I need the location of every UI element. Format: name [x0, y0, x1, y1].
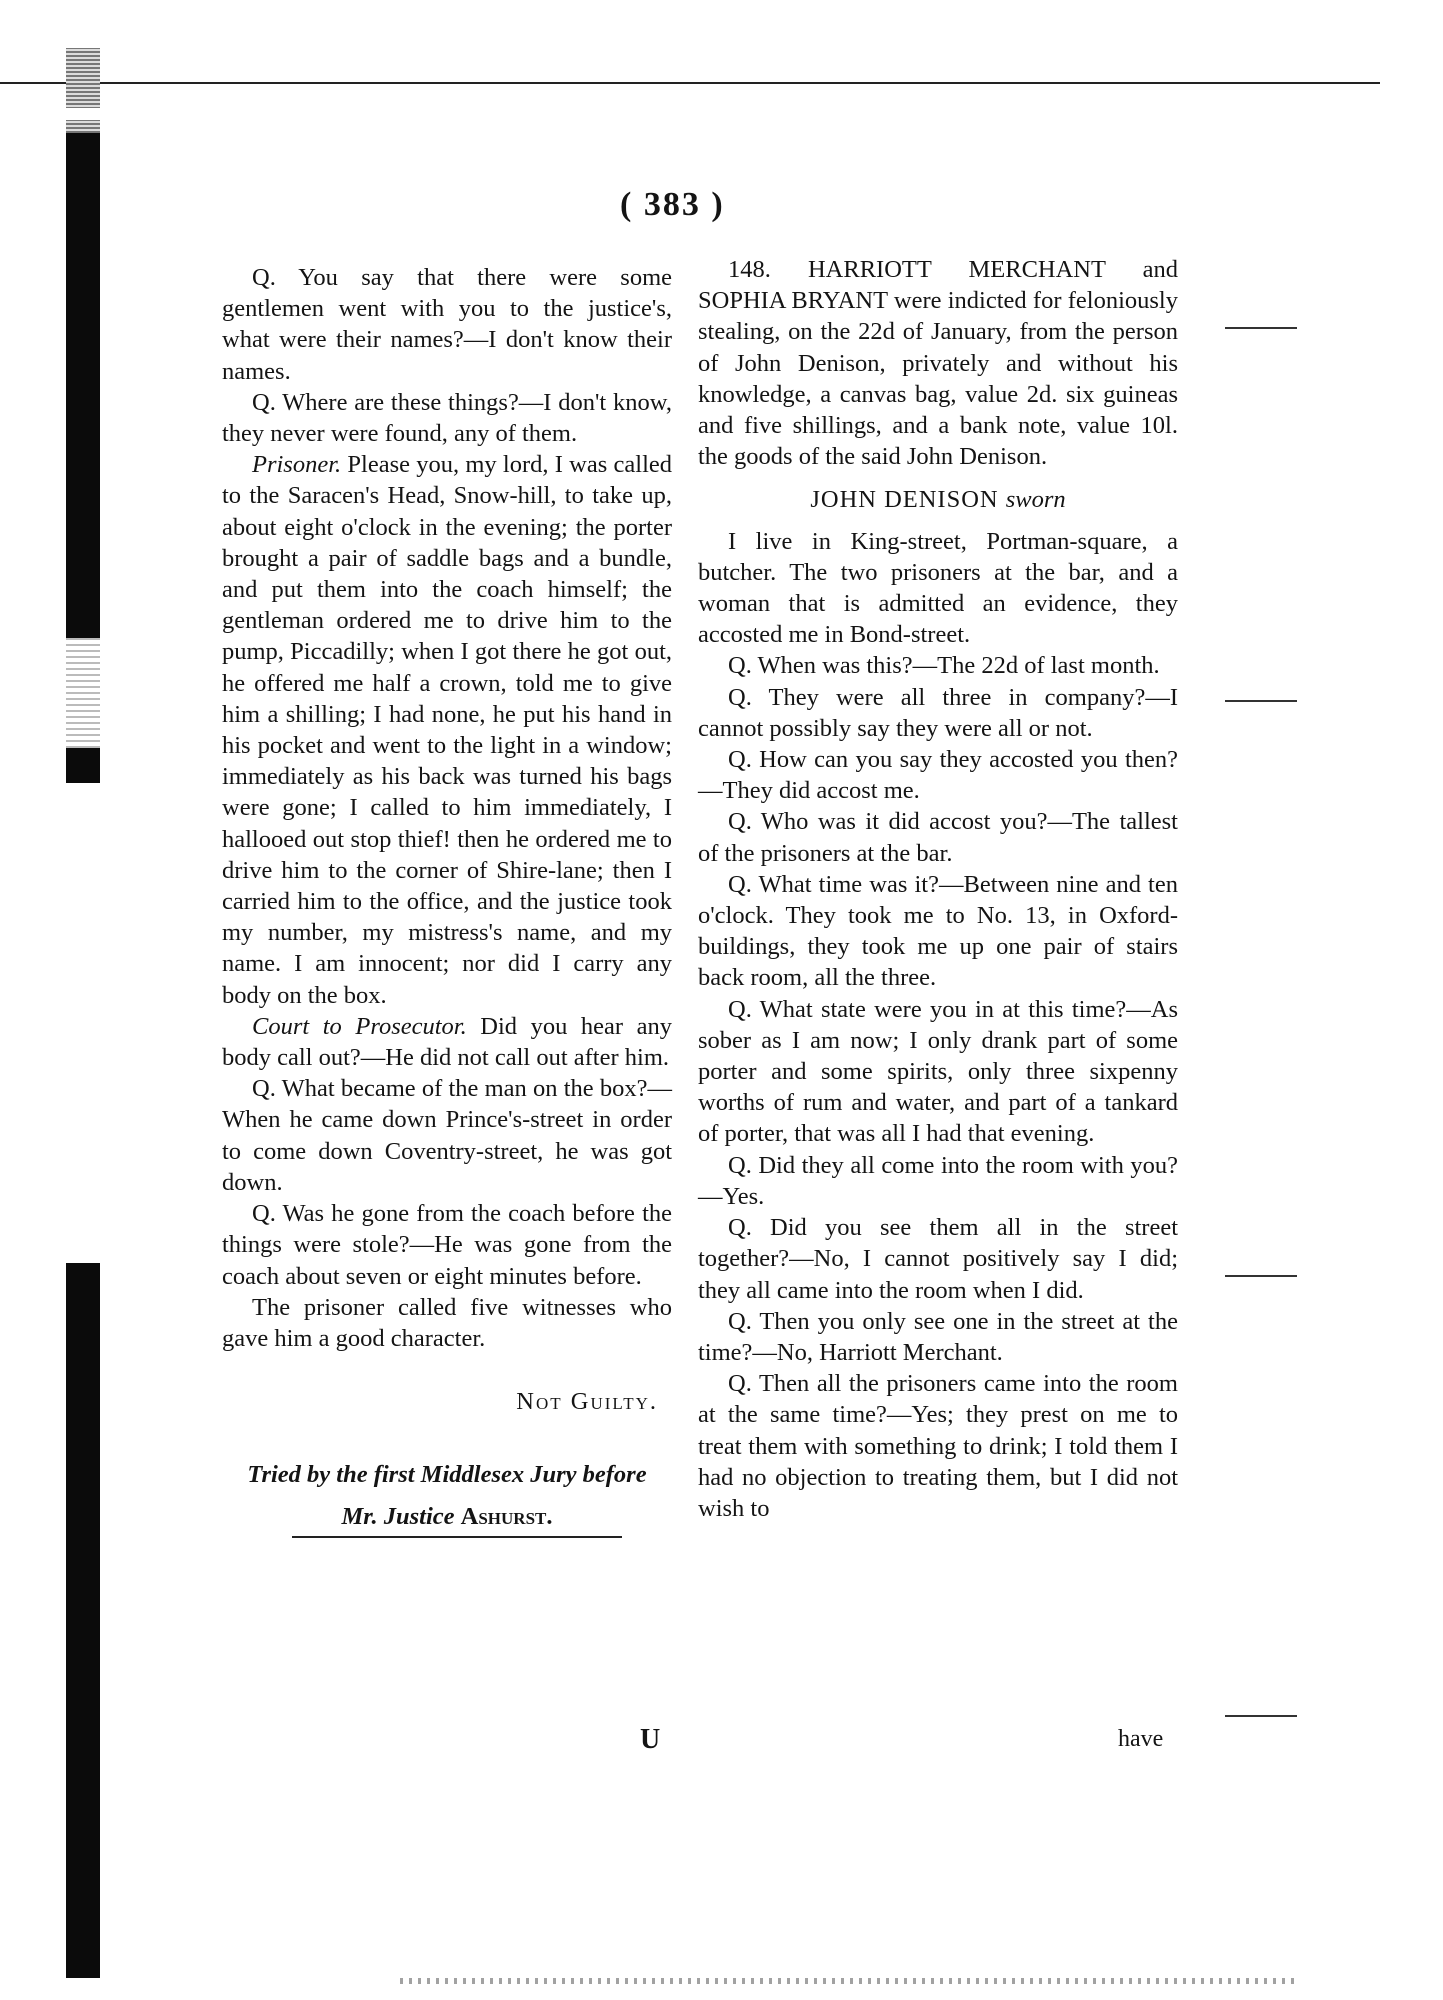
margin-rule — [1225, 1275, 1297, 1277]
jury-judge-line — [222, 1501, 672, 1532]
right-paragraph: Q. When was this?—The 22d of last month. — [728, 652, 1160, 680]
right-paragraph: Q. How can you say they accosted you then?—They did accost me. — [698, 746, 1178, 805]
margin-rule — [1225, 327, 1297, 329]
right-paragraph: Q. What time was it?—Between nine and ten o'clock. They took me to No. 13, in Oxford-buildings, they took me up one pair of stairs back room, all the three. — [698, 870, 1178, 992]
right-paragraph: Q. They were all three in company?—I cannot possibly say they were all or not. — [698, 683, 1178, 742]
left-column — [222, 262, 672, 1532]
left-paragraph: Q. Where are these things?—I don't know, they never were found, any of them. — [222, 388, 672, 448]
judge-name: Ashurst. — [460, 1502, 553, 1530]
left-paragraph: The prisoner called five witnesses who gave him a good character. — [222, 1293, 672, 1352]
paragraph-text: Please you, my lord, I was called to the Saracen's Head, Snow-hill, to take up, about eight o'clock in the evening; the porter brought a pair of saddle bags and a bundle, and put them into the coach himself; the gentleman ordered me to drive him to the pump, Piccadilly; when I got there he got out, he offered me half a crown, told me to give him a shilling; I had none, he put his hand in his pocket and went to the light in a window; immediately as his back was turned his bags were gone; I called to him immediately, I hallooed out stop thief! then he ordered me to drive him to the corner of Shire-lane; then I carried him to the office, and the justice took my number, my mistress's name, and my name. I am innocent; nor did I carry any body on the box. — [222, 451, 673, 1009]
scan-gap — [66, 108, 100, 120]
right-paragraph: Q. Did you see them all in the street together?—No, I cannot positively say I did; they all came into the room when I did. — [698, 1214, 1178, 1304]
left-paragraph: Q. Was he gone from the coach before the things were stole?—He was gone from the coach about seven or eight minutes before. — [222, 1200, 672, 1290]
scan-gap — [66, 783, 100, 1263]
scan-gap — [66, 638, 100, 748]
right-paragraph: Q. What state were you in at this time?—As sober as I am now; I only drank part of some porter and some spirits, only three sixpenny worths of rum and water, and part of a tankard of porter, that was all I had that evening. — [698, 995, 1178, 1148]
right-paragraph: Q. Did they all come into the room with you?—Yes. — [698, 1151, 1178, 1210]
left-paragraph — [222, 449, 672, 1011]
paragraph-text: Did you hear any body call out?—He did not call out after him. — [222, 1012, 672, 1072]
right-paragraph: Q. Then all the prisoners came into the room at the same time?—Yes; they prest on me to treat them with something to drink; I told them I had no objection to treating them, but I did not wish to — [698, 1370, 1178, 1522]
witness-name: JOHN DENISON — [810, 486, 999, 514]
right-paragraph: Q. Then you only see one in the street at the time?—No, Harriott Merchant. — [698, 1307, 1178, 1366]
page-number: ( 383 ) — [620, 186, 725, 223]
scan-noise-dots — [400, 1978, 1300, 1984]
catchword: have — [1118, 1726, 1164, 1752]
judge-title: Mr. Justice — [341, 1502, 455, 1530]
right-paragraph: Q. Who was it did accost you?—The tallest of the prisoners at the bar. — [698, 808, 1178, 867]
right-column — [698, 254, 1178, 1524]
scan-margin-bar — [66, 48, 100, 1978]
speaker-label: Prisoner. — [252, 451, 342, 479]
case-heading: 148. HARRIOTT MERCHANT and SOPHIA BRYANT were indicted for feloniously stealing, on the 22d of January, from the person of John Denison, privately and without his knowledge, a canvas bag, value 2d. six guineas and five shillings, and a bank note, value 10l. the goods of the said John Denison. — [698, 256, 1178, 471]
top-rule — [0, 82, 1380, 84]
underline-rule — [292, 1536, 622, 1538]
speaker-label: Court to Prosecutor. — [252, 1012, 467, 1040]
witness-heading — [698, 484, 1178, 515]
witness-sworn: sworn — [1005, 486, 1066, 514]
signature-mark: U — [640, 1724, 661, 1755]
right-paragraph: I live in King-street, Portman-square, a butcher. The two prisoners at the bar, and a woman that is admitted an evidence, they accosted me in Bond-street. — [698, 527, 1178, 649]
left-paragraph: Q. You say that there were some gentlemen went with you to the justice's, what were their names?—I don't know their names. — [222, 264, 672, 385]
jury-line: Tried by the first Middlesex Jury before — [247, 1461, 647, 1489]
margin-rule — [1225, 1715, 1297, 1717]
left-paragraph — [222, 1011, 672, 1073]
verdict: Not Guilty. — [516, 1388, 658, 1416]
left-paragraph: Q. What became of the man on the box?—When he came down Prince's-street in order to come down Coventry-street, he was got down. — [222, 1075, 672, 1196]
margin-rule — [1225, 700, 1297, 702]
scan-edge-pattern — [66, 48, 100, 133]
